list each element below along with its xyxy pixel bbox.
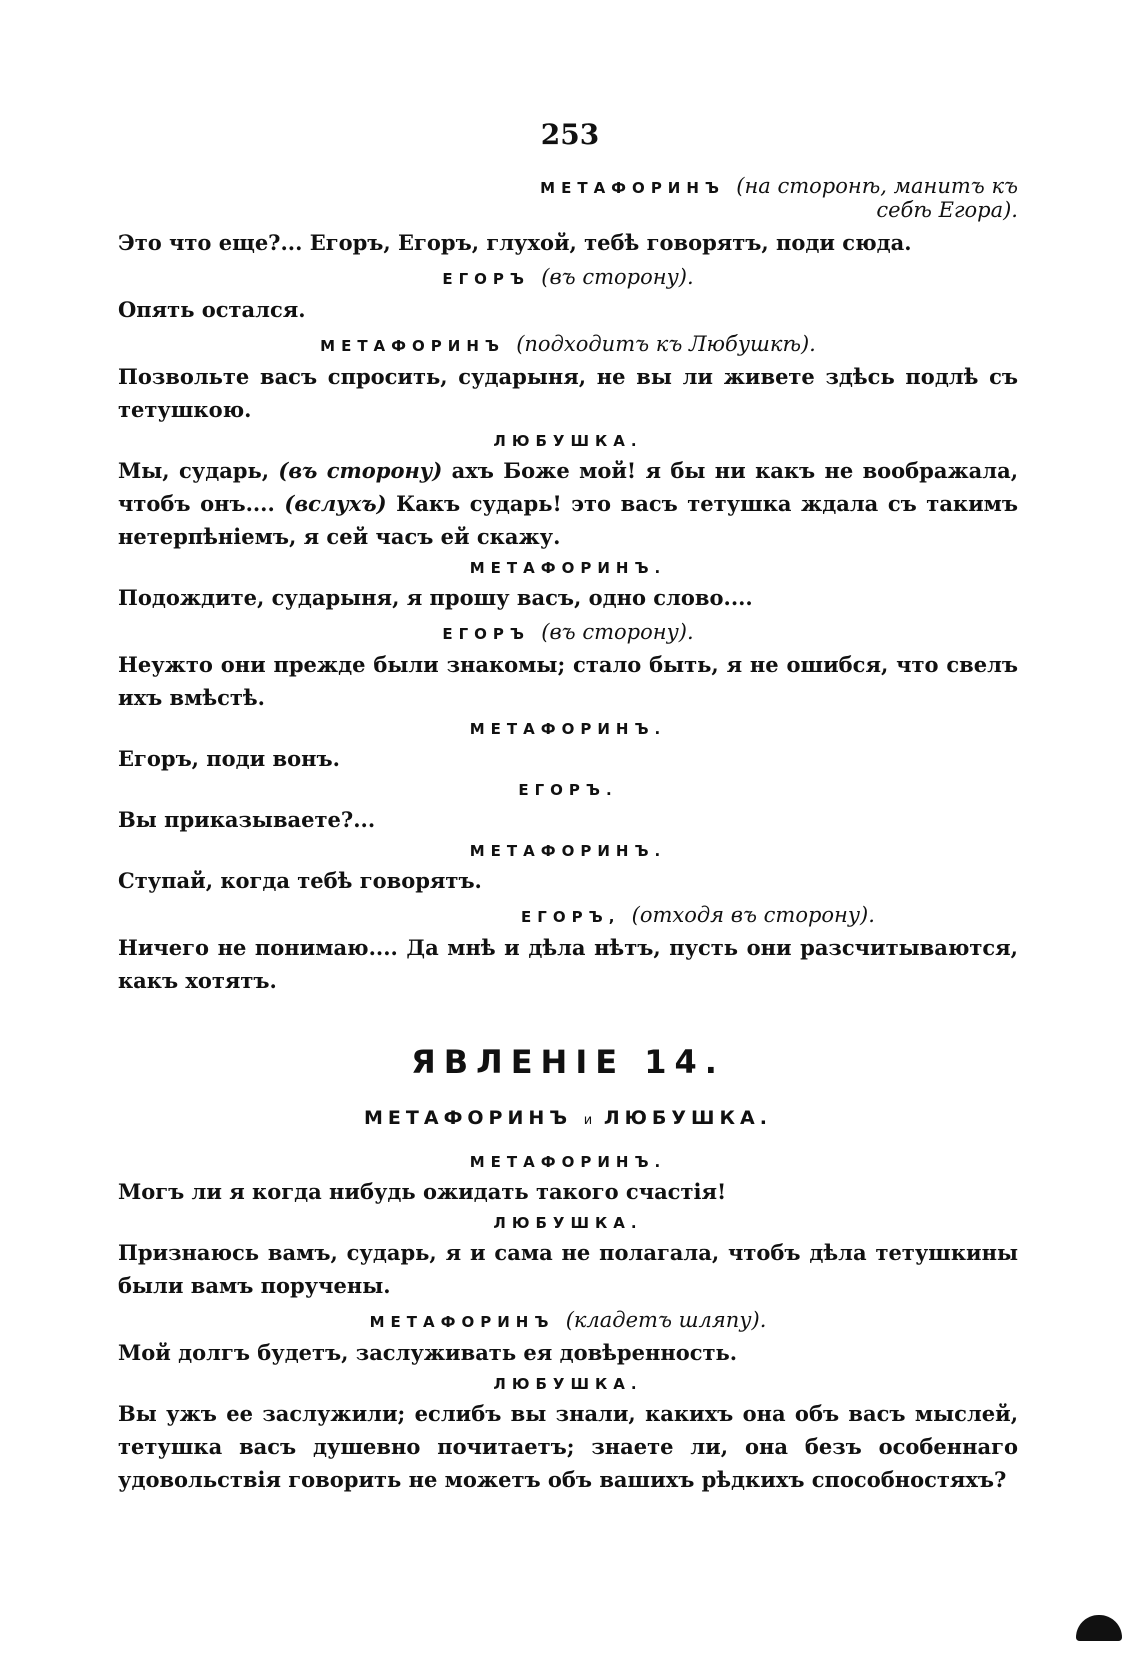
scene-title: ЯВЛЕНІЕ 14. <box>411 1043 725 1081</box>
speaker-cue <box>118 720 1018 738</box>
dialogue-line: Позвольте васъ спросить, сударыня, не вы ли живете здѣсь подлѣ съ тетушкою. <box>118 364 1018 422</box>
speaker-cue <box>118 265 1018 289</box>
speaker-name: ЛЮБУШКА. <box>493 1375 643 1393</box>
speaker-cue <box>118 332 1018 356</box>
speaker-name: МЕТАФОРИНЪ. <box>469 842 667 860</box>
stage-direction: (въ сторону). <box>541 620 694 644</box>
speaker-cue <box>118 432 1018 450</box>
speaker-cue <box>118 1375 1018 1393</box>
speaker-name: ЕГОРЪ. <box>518 781 618 799</box>
stage-direction: (вслухъ) <box>284 491 387 516</box>
speaker-name: МЕТАФОРИНЪ <box>540 179 726 197</box>
speaker-name: МЕТАФОРИНЪ. <box>469 720 667 738</box>
stage-direction: (въ сторону). <box>541 265 694 289</box>
speaker-cue <box>118 620 1018 644</box>
dialogue-line: Ступай, когда тебѣ говорятъ. <box>118 868 482 893</box>
dialogue-line <box>118 454 1018 553</box>
speaker-name: ЕГОРЪ <box>442 270 531 288</box>
speaker-cue <box>118 1214 1018 1232</box>
speaker-name: МЕТАФОРИНЪ <box>320 337 505 355</box>
page-number: 253 <box>540 118 600 151</box>
speaker-cue <box>118 781 1018 799</box>
dialogue-text: Какъ сударь! это васъ тетушка ждала съ такимъ нетерпѣніемъ, я сей часъ ей скажу. <box>118 491 1019 549</box>
stage-direction: (кладетъ шляпу). <box>565 1308 767 1332</box>
dialogue-line: Мой долгъ будетъ, заслуживать ея довѣренность. <box>118 1340 738 1365</box>
dialogue-line: Могъ ли я когда нибудь ожидать такого счастія! <box>118 1179 727 1204</box>
speaker-cue <box>118 903 1018 927</box>
speaker-name: МЕТАФОРИНЪ <box>369 1313 555 1331</box>
speaker-name: ЛЮБУШКА. <box>493 1214 643 1232</box>
stage-direction: (подходитъ къ Любушкѣ). <box>516 332 816 356</box>
stage-direction: (на сторонѣ, манитъ къ себѣ Егора). <box>736 174 1018 222</box>
speaker-cue <box>118 842 1018 860</box>
speaker-cue <box>118 559 1018 577</box>
dialogue-text: Мы, сударь, <box>118 458 270 483</box>
scene-cast <box>118 1107 1018 1129</box>
dialogue-line: Опять остался. <box>118 297 306 322</box>
play-text <box>118 168 1018 1502</box>
stage-direction: (отходя въ сторону). <box>631 903 875 927</box>
cast-conjunction: и <box>583 1113 593 1128</box>
speaker-name: ЕГОРЪ, <box>521 908 621 926</box>
speaker-name: МЕТАФОРИНЪ. <box>469 1153 667 1171</box>
speaker-cue <box>118 174 1018 222</box>
dialogue-line: Вы приказываете?... <box>118 807 376 832</box>
speaker-cue <box>118 1153 1018 1171</box>
speaker-name: ЕГОРЪ <box>442 625 531 643</box>
ink-blot-mark <box>1076 1615 1122 1641</box>
dialogue-line: Ничего не понимаю.... Да мнѣ и дѣла нѣтъ, пусть они разсчитываются, какъ хотятъ. <box>118 935 1018 993</box>
speaker-name: МЕТАФОРИНЪ. <box>469 559 667 577</box>
dialogue-line: Егоръ, поди вонъ. <box>118 746 340 771</box>
speaker-cue <box>118 1308 1018 1332</box>
cast-name: ЛЮБУШКА. <box>603 1107 772 1129</box>
dialogue-line: Это что еще?... Егоръ, Егоръ, глухой, тебѣ говорятъ, поди сюда. <box>118 230 912 255</box>
dialogue-line: Неужто они прежде были знакомы; стало быть, я не ошибся, что свелъ ихъ вмѣстѣ. <box>118 652 1018 710</box>
dialogue-line: Подождите, сударыня, я прошу васъ, одно слово.... <box>118 585 753 610</box>
cast-name: МЕТАФОРИНЪ <box>364 1107 573 1129</box>
stage-direction: (въ сторону) <box>278 458 443 483</box>
dialogue-line: Признаюсь вамъ, сударь, я и сама не полагала, чтобъ дѣла тетушкины были вамъ поручены. <box>118 1240 1018 1298</box>
dialogue-text: ахъ Боже мой! я бы ни какъ не воображала, чтобъ онъ.... <box>118 458 1019 516</box>
speaker-name: ЛЮБУШКА. <box>493 432 643 450</box>
dialogue-line: Вы ужъ ее заслужили; еслибъ вы знали, какихъ она объ васъ мыслей, тетушка васъ душевно почитаетъ; знаете ли, она безъ особеннаго удовольствія говорить не можетъ объ вашихъ рѣдкихъ способностяхъ? <box>118 1401 1018 1492</box>
